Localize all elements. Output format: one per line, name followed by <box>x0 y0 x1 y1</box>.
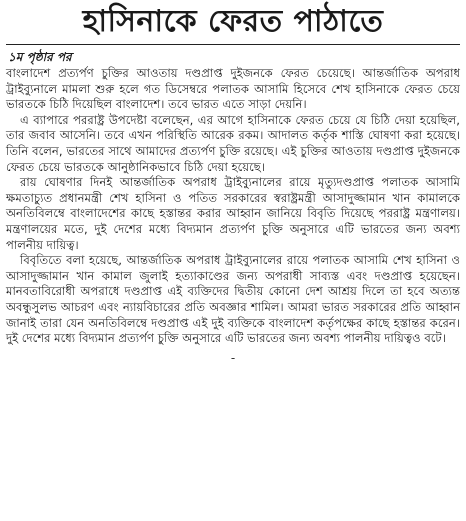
article-paragraph-1: বাংলাদেশ প্রত্যর্পণ চুক্তির আওতায় দণ্ডপ্রাপ্ত দুইজনকে ফেরত চেয়েছে। আন্তর্জাতিক অপরাধ ট্রাইব্যুনালে মামলা শুরু হলে গত ডিসেম্বরে পলাতক আসামি হিসেবে শেখ হাসিনাকে ফেরত চেয়ে ভারতকে চিঠি দিয়েছিল বাংলাদেশ। তবে ভারত এতে সাড়া দেয়নি। <box>6 66 460 112</box>
article-body <box>6 66 460 347</box>
headline-rule <box>6 44 460 45</box>
article-paragraph-3: রায় ঘোষণার দিনই আন্তর্জাতিক অপরাধ ট্রাইব্যুনালের রায়ে মৃত্যুদণ্ডপ্রাপ্ত পলাতক আসামি ক্ষমতাচ্যুত প্রধানমন্ত্রী শেখ হাসিনা ও পতিত সরকারের স্বরাষ্ট্রমন্ত্রী আসাদুজ্জামান খান কামালকে অনতিবিলম্বে বাংলাদেশের কাছে হস্তান্তর করার আহ্বান জানিয়ে বিবৃতি দিয়েছে পররাষ্ট্র মন্ত্রণালয়। মন্ত্রণালয়ের মতে, দুই দেশের মধ্যে বিদ্যমান প্রত্যর্পণ চুক্তি অনুসারে এটি ভারতের জন্য অবশ্য পালনীয় দায়িত্ব। <box>6 175 460 252</box>
end-dash: - <box>230 350 236 365</box>
continued-from-label: ১ম পৃষ্ঠার পর <box>8 50 72 64</box>
article-paragraph-2: এ ব্যাপারে পররাষ্ট্র উপদেষ্টা বলেছেন, এর আগে হাসিনাকে ফেরত চেয়ে যে চিঠি দেয়া হয়েছিল, তার জবাব আসেনি। তবে এখন পরিস্থিতি আরেক রকম। আদালত কর্তৃক শাস্তি ঘোষণা করা হয়েছে। তিনি বলেন, ভারতের সাথে আমাদের প্রত্যর্পণ চুক্তি রয়েছে। এই চুক্তির আওতায় দণ্ডপ্রাপ্ত দুইজনকে ফেরত চেয়ে ভারতকে আনুষ্ঠানিকভাবে চিঠি দেয়া হয়েছে। <box>6 112 460 174</box>
article-paragraph-4: বিবৃতিতে বলা হয়েছে, আন্তর্জাতিক অপরাধ ট্রাইব্যুনালের রায়ে পলাতক আসামি শেখ হাসিনা ও আসাদুজ্জামান খান কামাল জুলাই হত্যাকাণ্ডের জন্য অপরাধী সাব্যস্ত এবং দণ্ডপ্রাপ্ত হয়েছেন। মানবতাবিরোধী অপরাধে দণ্ডপ্রাপ্ত এই ব্যক্তিদের দ্বিতীয় কোনো দেশ আশ্রয় দিলে তা হবে অত্যন্ত অবন্ধুসুলভ আচরণ এবং ন্যায়বিচারের প্রতি অবজ্ঞার শামিল। আমরা ভারত সরকারের প্রতি আহ্বান জানাই তারা যেন অনতিবিলম্বে দণ্ডপ্রাপ্ত এই দুই ব্যক্তিকে বাংলাদেশ কর্তৃপক্ষের কাছে হস্তান্তর করেন। দুই দেশের মধ্যে বিদ্যমান প্রত্যর্পণ চুক্তি অনুসারে এটি ভারতের জন্য অবশ্য পালনীয় দায়িত্বও বটে। <box>6 253 460 346</box>
newspaper-clipping <box>0 2 466 521</box>
headline: হাসিনাকে ফেরত পাঠাতে <box>82 4 384 39</box>
